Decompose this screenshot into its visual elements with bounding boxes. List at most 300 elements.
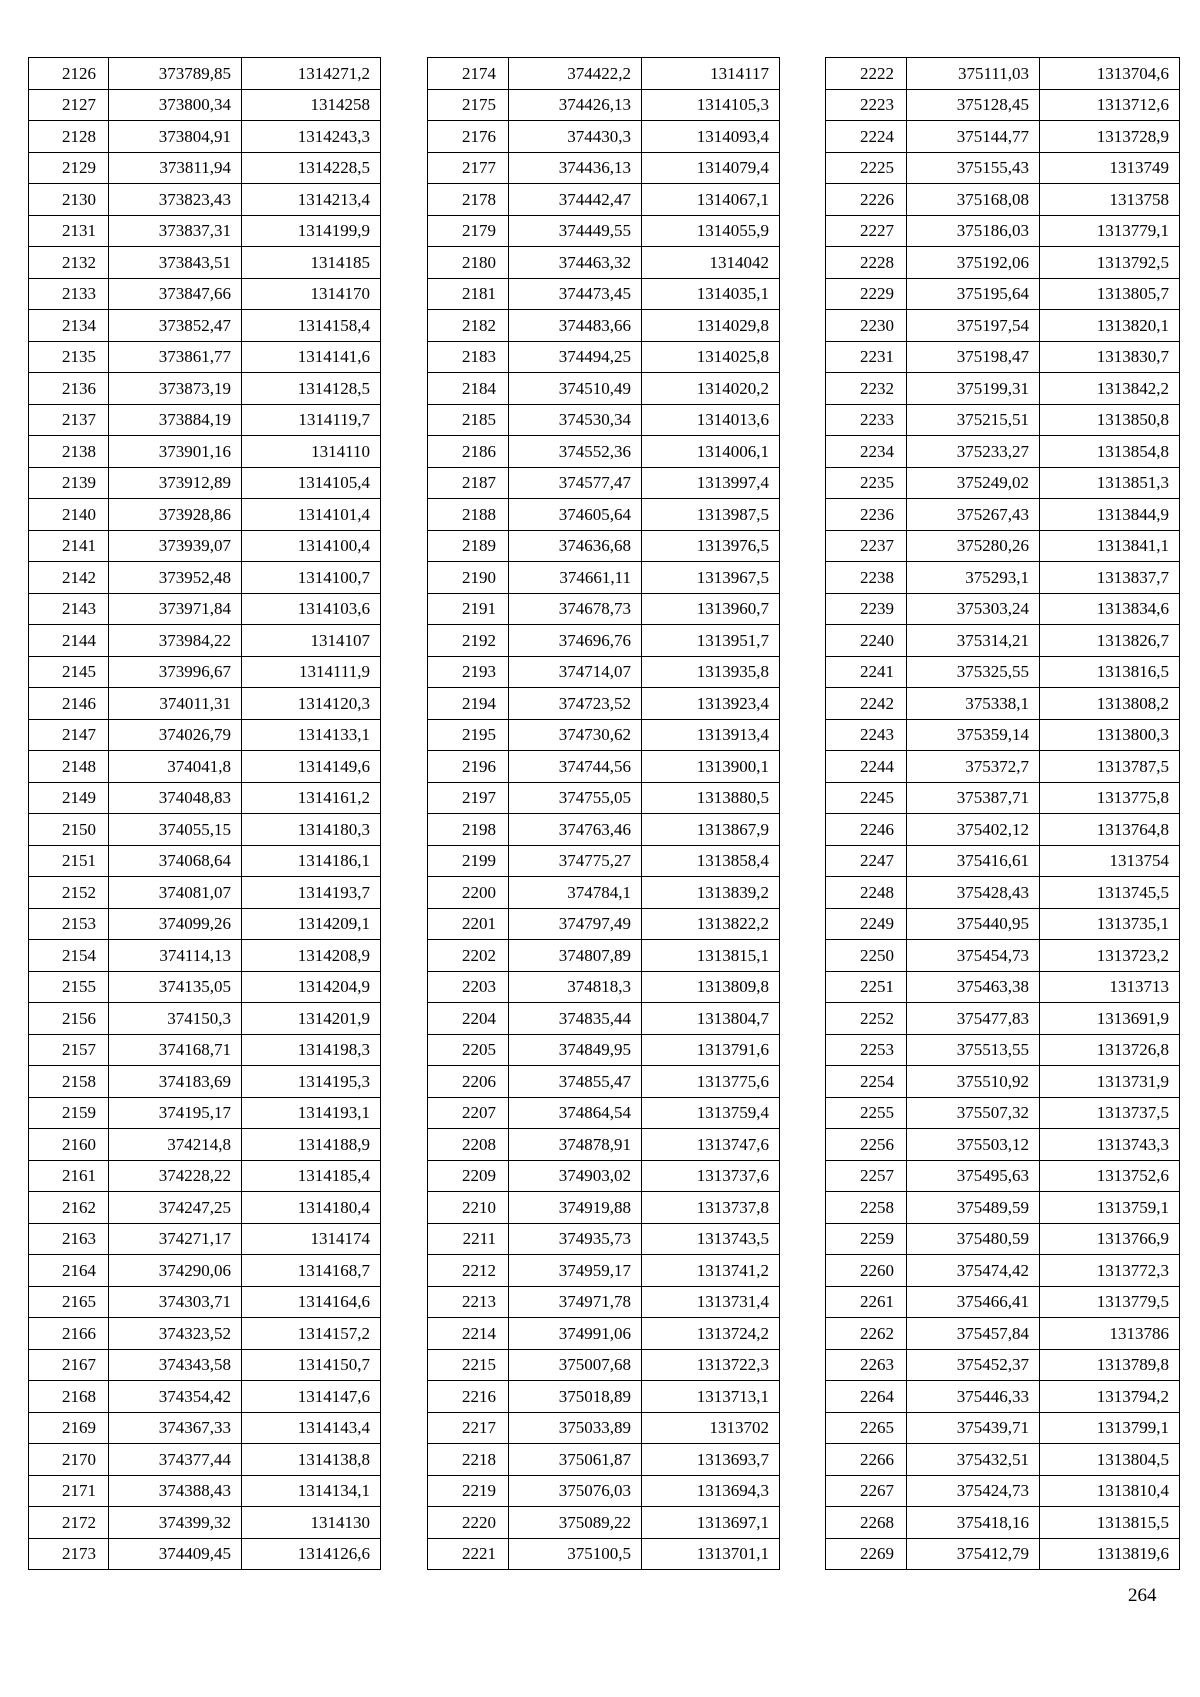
table-row — [29, 121, 381, 153]
point-number-cell: 2242 — [826, 688, 907, 720]
point-number-cell: 2204 — [428, 1003, 509, 1035]
x-coordinate-cell: 374343,58 — [109, 1349, 242, 1381]
x-coordinate-cell: 374354,42 — [109, 1381, 242, 1413]
table-row — [428, 1507, 780, 1539]
point-number-cell: 2225 — [826, 152, 907, 184]
point-number-cell: 2174 — [428, 58, 509, 90]
y-coordinate-cell: 1313775,6 — [642, 1066, 780, 1098]
table-row — [428, 814, 780, 846]
table-row — [428, 845, 780, 877]
x-coordinate-cell: 373952,48 — [109, 562, 242, 594]
x-coordinate-cell: 375387,71 — [907, 782, 1040, 814]
y-coordinate-cell: 1313844,9 — [1040, 499, 1180, 531]
point-number-cell: 2244 — [826, 751, 907, 783]
x-coordinate-cell: 375489,59 — [907, 1192, 1040, 1224]
y-coordinate-cell: 1313749 — [1040, 152, 1180, 184]
point-number-cell: 2266 — [826, 1444, 907, 1476]
table-row — [29, 1381, 381, 1413]
x-coordinate-cell: 374214,8 — [109, 1129, 242, 1161]
point-number-cell: 2176 — [428, 121, 509, 153]
table-row — [29, 940, 381, 972]
table-row — [29, 625, 381, 657]
point-number-cell: 2261 — [826, 1286, 907, 1318]
x-coordinate-cell: 374991,06 — [509, 1318, 642, 1350]
table-row — [826, 341, 1180, 373]
table-row — [428, 121, 780, 153]
point-number-cell: 2263 — [826, 1349, 907, 1381]
table-row — [826, 1507, 1180, 1539]
y-coordinate-cell: 1313850,8 — [1040, 404, 1180, 436]
table-row — [826, 404, 1180, 436]
y-coordinate-cell: 1314174 — [242, 1223, 381, 1255]
point-number-cell: 2220 — [428, 1507, 509, 1539]
coordinates-table-2 — [427, 57, 780, 1570]
x-coordinate-cell: 374661,11 — [509, 562, 642, 594]
table-row — [826, 877, 1180, 909]
table-row — [29, 184, 381, 216]
point-number-cell: 2221 — [428, 1538, 509, 1570]
table-row — [29, 373, 381, 405]
point-number-cell: 2191 — [428, 593, 509, 625]
x-coordinate-cell: 375128,45 — [907, 89, 1040, 121]
y-coordinate-cell: 1313731,4 — [642, 1286, 780, 1318]
x-coordinate-cell: 374271,17 — [109, 1223, 242, 1255]
point-number-cell: 2170 — [29, 1444, 109, 1476]
table-row — [428, 467, 780, 499]
y-coordinate-cell: 1313791,6 — [642, 1034, 780, 1066]
y-coordinate-cell: 1314204,9 — [242, 971, 381, 1003]
x-coordinate-cell: 374422,2 — [509, 58, 642, 90]
point-number-cell: 2128 — [29, 121, 109, 153]
table-row — [428, 404, 780, 436]
y-coordinate-cell: 1313826,7 — [1040, 625, 1180, 657]
x-coordinate-cell: 374228,22 — [109, 1160, 242, 1192]
point-number-cell: 2267 — [826, 1475, 907, 1507]
y-coordinate-cell: 1313697,1 — [642, 1507, 780, 1539]
table-row — [826, 908, 1180, 940]
y-coordinate-cell: 1313772,3 — [1040, 1255, 1180, 1287]
x-coordinate-cell: 375428,43 — [907, 877, 1040, 909]
point-number-cell: 2181 — [428, 278, 509, 310]
x-coordinate-cell: 375303,24 — [907, 593, 1040, 625]
x-coordinate-cell: 375513,55 — [907, 1034, 1040, 1066]
point-number-cell: 2268 — [826, 1507, 907, 1539]
table-row — [29, 278, 381, 310]
y-coordinate-cell: 1314138,8 — [242, 1444, 381, 1476]
y-coordinate-cell: 1313764,8 — [1040, 814, 1180, 846]
table-row — [29, 1412, 381, 1444]
table-row — [826, 751, 1180, 783]
table-row — [29, 719, 381, 751]
x-coordinate-cell: 375061,87 — [509, 1444, 642, 1476]
point-number-cell: 2246 — [826, 814, 907, 846]
y-coordinate-cell: 1313837,7 — [1040, 562, 1180, 594]
x-coordinate-cell: 375412,79 — [907, 1538, 1040, 1570]
x-coordinate-cell: 375325,55 — [907, 656, 1040, 688]
table-row — [428, 562, 780, 594]
x-coordinate-cell: 375192,06 — [907, 247, 1040, 279]
table-row — [29, 89, 381, 121]
point-number-cell: 2236 — [826, 499, 907, 531]
point-number-cell: 2200 — [428, 877, 509, 909]
x-coordinate-cell: 374430,3 — [509, 121, 642, 153]
x-coordinate-cell: 373800,34 — [109, 89, 242, 121]
y-coordinate-cell: 1314209,1 — [242, 908, 381, 940]
table-row — [428, 310, 780, 342]
y-coordinate-cell: 1314029,8 — [642, 310, 780, 342]
x-coordinate-cell: 374114,13 — [109, 940, 242, 972]
table-row — [428, 719, 780, 751]
table-row — [29, 467, 381, 499]
table-row — [826, 499, 1180, 531]
y-coordinate-cell: 1314134,1 — [242, 1475, 381, 1507]
y-coordinate-cell: 1313839,2 — [642, 877, 780, 909]
table-row — [29, 1066, 381, 1098]
point-number-cell: 2197 — [428, 782, 509, 814]
point-number-cell: 2169 — [29, 1412, 109, 1444]
x-coordinate-cell: 374784,1 — [509, 877, 642, 909]
y-coordinate-cell: 1313858,4 — [642, 845, 780, 877]
point-number-cell: 2249 — [826, 908, 907, 940]
point-number-cell: 2150 — [29, 814, 109, 846]
x-coordinate-cell: 373823,43 — [109, 184, 242, 216]
y-coordinate-cell: 1313987,5 — [642, 499, 780, 531]
point-number-cell: 2252 — [826, 1003, 907, 1035]
table-row — [29, 971, 381, 1003]
x-coordinate-cell: 375215,51 — [907, 404, 1040, 436]
table-row — [29, 1034, 381, 1066]
table-row — [29, 247, 381, 279]
point-number-cell: 2219 — [428, 1475, 509, 1507]
x-coordinate-cell: 375463,38 — [907, 971, 1040, 1003]
y-coordinate-cell: 1314141,6 — [242, 341, 381, 373]
table-row — [826, 436, 1180, 468]
x-coordinate-cell: 375440,95 — [907, 908, 1040, 940]
point-number-cell: 2129 — [29, 152, 109, 184]
point-number-cell: 2232 — [826, 373, 907, 405]
y-coordinate-cell: 1314228,5 — [242, 152, 381, 184]
point-number-cell: 2227 — [826, 215, 907, 247]
point-number-cell: 2215 — [428, 1349, 509, 1381]
table-row — [428, 908, 780, 940]
table-row — [826, 1223, 1180, 1255]
y-coordinate-cell: 1313743,5 — [642, 1223, 780, 1255]
table-row — [826, 184, 1180, 216]
y-coordinate-cell: 1314013,6 — [642, 404, 780, 436]
page-number: 264 — [1128, 1585, 1157, 1606]
y-coordinate-cell: 1313786 — [1040, 1318, 1180, 1350]
point-number-cell: 2137 — [29, 404, 109, 436]
table-row — [29, 1129, 381, 1161]
x-coordinate-cell: 373811,94 — [109, 152, 242, 184]
x-coordinate-cell: 374055,15 — [109, 814, 242, 846]
y-coordinate-cell: 1314128,5 — [242, 373, 381, 405]
y-coordinate-cell: 1314164,6 — [242, 1286, 381, 1318]
x-coordinate-cell: 374864,54 — [509, 1097, 642, 1129]
point-number-cell: 2163 — [29, 1223, 109, 1255]
x-coordinate-cell: 375249,02 — [907, 467, 1040, 499]
point-number-cell: 2152 — [29, 877, 109, 909]
x-coordinate-cell: 374473,45 — [509, 278, 642, 310]
y-coordinate-cell: 1314208,9 — [242, 940, 381, 972]
x-coordinate-cell: 373901,16 — [109, 436, 242, 468]
y-coordinate-cell: 1314180,4 — [242, 1192, 381, 1224]
table-row — [29, 1349, 381, 1381]
table-row — [826, 1097, 1180, 1129]
y-coordinate-cell: 1313752,6 — [1040, 1160, 1180, 1192]
y-coordinate-cell: 1314168,7 — [242, 1255, 381, 1287]
y-coordinate-cell: 1313747,6 — [642, 1129, 780, 1161]
y-coordinate-cell: 1313820,1 — [1040, 310, 1180, 342]
x-coordinate-cell: 374835,44 — [509, 1003, 642, 1035]
point-number-cell: 2226 — [826, 184, 907, 216]
point-number-cell: 2175 — [428, 89, 509, 121]
point-number-cell: 2166 — [29, 1318, 109, 1350]
table-row — [428, 593, 780, 625]
y-coordinate-cell: 1313701,1 — [642, 1538, 780, 1570]
x-coordinate-cell: 373996,67 — [109, 656, 242, 688]
point-number-cell: 2259 — [826, 1223, 907, 1255]
point-number-cell: 2190 — [428, 562, 509, 594]
point-number-cell: 2135 — [29, 341, 109, 373]
point-number-cell: 2206 — [428, 1066, 509, 1098]
point-number-cell: 2251 — [826, 971, 907, 1003]
point-number-cell: 2216 — [428, 1381, 509, 1413]
point-number-cell: 2256 — [826, 1129, 907, 1161]
point-number-cell: 2229 — [826, 278, 907, 310]
x-coordinate-cell: 374048,83 — [109, 782, 242, 814]
x-coordinate-cell: 375402,12 — [907, 814, 1040, 846]
table-row — [428, 1538, 780, 1570]
y-coordinate-cell: 1313737,6 — [642, 1160, 780, 1192]
point-number-cell: 2180 — [428, 247, 509, 279]
point-number-cell: 2162 — [29, 1192, 109, 1224]
y-coordinate-cell: 1313792,5 — [1040, 247, 1180, 279]
table-row — [428, 184, 780, 216]
x-coordinate-cell: 375432,51 — [907, 1444, 1040, 1476]
y-coordinate-cell: 1314117 — [642, 58, 780, 90]
table-row — [428, 215, 780, 247]
y-coordinate-cell: 1313766,9 — [1040, 1223, 1180, 1255]
point-number-cell: 2257 — [826, 1160, 907, 1192]
point-number-cell: 2193 — [428, 656, 509, 688]
table-row — [428, 1381, 780, 1413]
point-number-cell: 2265 — [826, 1412, 907, 1444]
y-coordinate-cell: 1313694,3 — [642, 1475, 780, 1507]
point-number-cell: 2164 — [29, 1255, 109, 1287]
point-number-cell: 2182 — [428, 310, 509, 342]
y-coordinate-cell: 1314198,3 — [242, 1034, 381, 1066]
y-coordinate-cell: 1313728,9 — [1040, 121, 1180, 153]
table-row — [29, 404, 381, 436]
x-coordinate-cell: 374168,71 — [109, 1034, 242, 1066]
table-row — [428, 877, 780, 909]
point-number-cell: 2269 — [826, 1538, 907, 1570]
table-row — [826, 247, 1180, 279]
x-coordinate-cell: 374436,13 — [509, 152, 642, 184]
point-number-cell: 2165 — [29, 1286, 109, 1318]
y-coordinate-cell: 1313800,3 — [1040, 719, 1180, 751]
y-coordinate-cell: 1314158,4 — [242, 310, 381, 342]
table-row — [29, 1160, 381, 1192]
x-coordinate-cell: 374552,36 — [509, 436, 642, 468]
table-row — [428, 1223, 780, 1255]
x-coordinate-cell: 374636,68 — [509, 530, 642, 562]
y-coordinate-cell: 1314119,7 — [242, 404, 381, 436]
y-coordinate-cell: 1313731,9 — [1040, 1066, 1180, 1098]
point-number-cell: 2217 — [428, 1412, 509, 1444]
table-row — [826, 625, 1180, 657]
table-row — [29, 530, 381, 562]
x-coordinate-cell: 374399,32 — [109, 1507, 242, 1539]
y-coordinate-cell: 1313819,6 — [1040, 1538, 1180, 1570]
x-coordinate-cell: 374878,91 — [509, 1129, 642, 1161]
y-coordinate-cell: 1313815,5 — [1040, 1507, 1180, 1539]
table-row — [29, 1003, 381, 1035]
y-coordinate-cell: 1313743,3 — [1040, 1129, 1180, 1161]
point-number-cell: 2153 — [29, 908, 109, 940]
x-coordinate-cell: 375007,68 — [509, 1349, 642, 1381]
y-coordinate-cell: 1314271,2 — [242, 58, 381, 90]
table-row — [826, 1255, 1180, 1287]
point-number-cell: 2148 — [29, 751, 109, 783]
table-row — [428, 1412, 780, 1444]
table-row — [428, 1286, 780, 1318]
x-coordinate-cell: 374135,05 — [109, 971, 242, 1003]
x-coordinate-cell: 374026,79 — [109, 719, 242, 751]
x-coordinate-cell: 374303,71 — [109, 1286, 242, 1318]
point-number-cell: 2167 — [29, 1349, 109, 1381]
point-number-cell: 2189 — [428, 530, 509, 562]
point-number-cell: 2248 — [826, 877, 907, 909]
x-coordinate-cell: 374849,95 — [509, 1034, 642, 1066]
x-coordinate-cell: 374903,02 — [509, 1160, 642, 1192]
table-row — [826, 1003, 1180, 1035]
y-coordinate-cell: 1313923,4 — [642, 688, 780, 720]
point-number-cell: 2151 — [29, 845, 109, 877]
point-number-cell: 2126 — [29, 58, 109, 90]
point-number-cell: 2228 — [826, 247, 907, 279]
point-number-cell: 2198 — [428, 814, 509, 846]
table-row — [428, 1097, 780, 1129]
x-coordinate-cell: 374530,34 — [509, 404, 642, 436]
y-coordinate-cell: 1313960,7 — [642, 593, 780, 625]
table-row — [428, 89, 780, 121]
y-coordinate-cell: 1314130 — [242, 1507, 381, 1539]
y-coordinate-cell: 1314258 — [242, 89, 381, 121]
table-row — [29, 436, 381, 468]
point-number-cell: 2222 — [826, 58, 907, 90]
table-row — [826, 1381, 1180, 1413]
y-coordinate-cell: 1314103,6 — [242, 593, 381, 625]
table-row — [826, 593, 1180, 625]
table-row — [826, 152, 1180, 184]
point-number-cell: 2205 — [428, 1034, 509, 1066]
point-number-cell: 2195 — [428, 719, 509, 751]
y-coordinate-cell: 1314150,7 — [242, 1349, 381, 1381]
x-coordinate-cell: 375457,84 — [907, 1318, 1040, 1350]
table-row — [826, 940, 1180, 972]
x-coordinate-cell: 374971,78 — [509, 1286, 642, 1318]
table-row — [428, 1003, 780, 1035]
x-coordinate-cell: 375359,14 — [907, 719, 1040, 751]
x-coordinate-cell: 374935,73 — [509, 1223, 642, 1255]
point-number-cell: 2240 — [826, 625, 907, 657]
y-coordinate-cell: 1313809,8 — [642, 971, 780, 1003]
table-row — [29, 814, 381, 846]
x-coordinate-cell: 374696,76 — [509, 625, 642, 657]
x-coordinate-cell: 375452,37 — [907, 1349, 1040, 1381]
y-coordinate-cell: 1314025,8 — [642, 341, 780, 373]
x-coordinate-cell: 375111,03 — [907, 58, 1040, 90]
y-coordinate-cell: 1313741,2 — [642, 1255, 780, 1287]
x-coordinate-cell: 374388,43 — [109, 1475, 242, 1507]
x-coordinate-cell: 375474,42 — [907, 1255, 1040, 1287]
y-coordinate-cell: 1313779,1 — [1040, 215, 1180, 247]
y-coordinate-cell: 1313726,8 — [1040, 1034, 1180, 1066]
table-row — [826, 971, 1180, 1003]
x-coordinate-cell: 374426,13 — [509, 89, 642, 121]
table-row — [826, 1412, 1180, 1444]
table-row — [826, 1129, 1180, 1161]
point-number-cell: 2237 — [826, 530, 907, 562]
table-row — [826, 1034, 1180, 1066]
x-coordinate-cell: 374463,32 — [509, 247, 642, 279]
x-coordinate-cell: 373861,77 — [109, 341, 242, 373]
table-row — [428, 1349, 780, 1381]
y-coordinate-cell: 1313900,1 — [642, 751, 780, 783]
y-coordinate-cell: 1313723,2 — [1040, 940, 1180, 972]
point-number-cell: 2231 — [826, 341, 907, 373]
x-coordinate-cell: 375144,77 — [907, 121, 1040, 153]
y-coordinate-cell: 1314107 — [242, 625, 381, 657]
table-row — [29, 688, 381, 720]
y-coordinate-cell: 1313754 — [1040, 845, 1180, 877]
y-coordinate-cell: 1314185 — [242, 247, 381, 279]
y-coordinate-cell: 1314055,9 — [642, 215, 780, 247]
table-row — [29, 215, 381, 247]
x-coordinate-cell: 375314,21 — [907, 625, 1040, 657]
table-row — [428, 1129, 780, 1161]
y-coordinate-cell: 1313834,6 — [1040, 593, 1180, 625]
y-coordinate-cell: 1314126,6 — [242, 1538, 381, 1570]
table-row — [826, 1160, 1180, 1192]
table-row — [29, 1223, 381, 1255]
y-coordinate-cell: 1314105,3 — [642, 89, 780, 121]
point-number-cell: 2264 — [826, 1381, 907, 1413]
x-coordinate-cell: 375089,22 — [509, 1507, 642, 1539]
x-coordinate-cell: 374919,88 — [509, 1192, 642, 1224]
y-coordinate-cell: 1314100,4 — [242, 530, 381, 562]
x-coordinate-cell: 375416,61 — [907, 845, 1040, 877]
x-coordinate-cell: 373789,85 — [109, 58, 242, 90]
point-number-cell: 2212 — [428, 1255, 509, 1287]
y-coordinate-cell: 1314149,6 — [242, 751, 381, 783]
point-number-cell: 2218 — [428, 1444, 509, 1476]
table-row — [826, 845, 1180, 877]
point-number-cell: 2183 — [428, 341, 509, 373]
x-coordinate-cell: 374183,69 — [109, 1066, 242, 1098]
table-row — [428, 499, 780, 531]
y-coordinate-cell: 1314111,9 — [242, 656, 381, 688]
point-number-cell: 2187 — [428, 467, 509, 499]
table-row — [428, 247, 780, 279]
point-number-cell: 2250 — [826, 940, 907, 972]
y-coordinate-cell: 1313737,8 — [642, 1192, 780, 1224]
x-coordinate-cell: 375100,5 — [509, 1538, 642, 1570]
point-number-cell: 2156 — [29, 1003, 109, 1035]
y-coordinate-cell: 1313693,7 — [642, 1444, 780, 1476]
